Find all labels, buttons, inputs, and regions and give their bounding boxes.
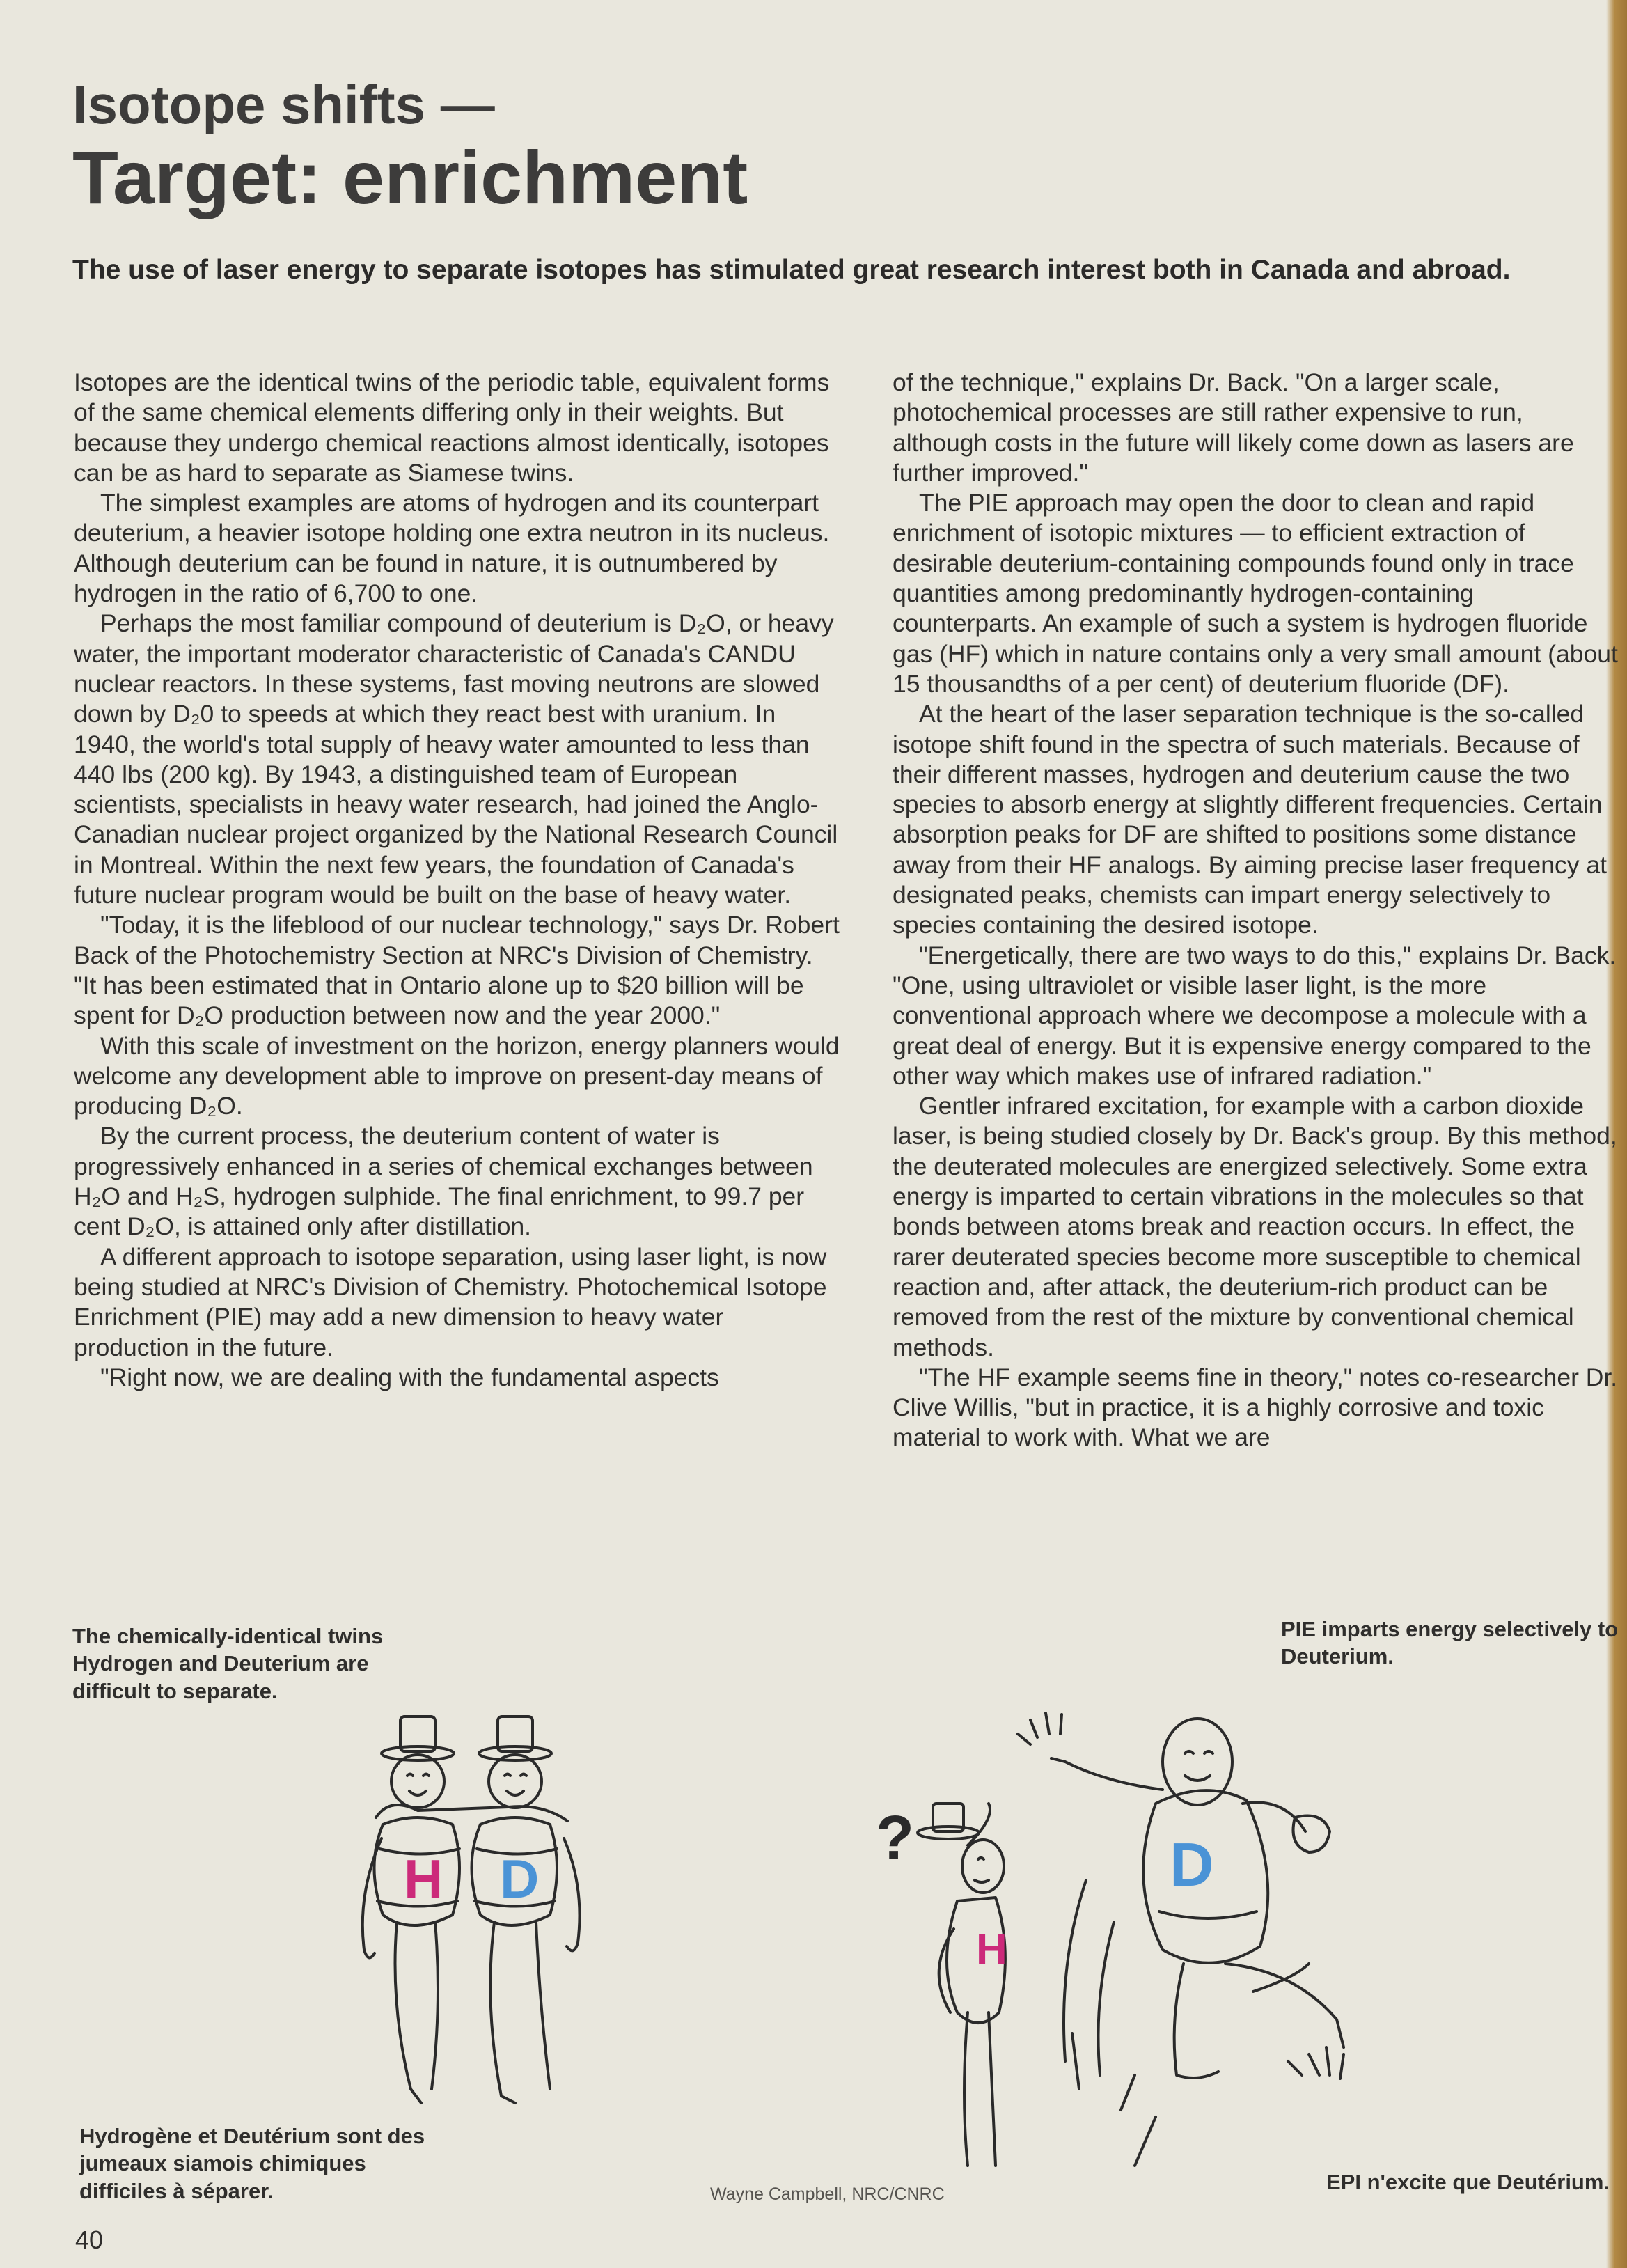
letter-d: D	[500, 1848, 540, 1909]
paragraph: At the heart of the laser separation technique is the so-called isotope shift found in the spectra of such materials. Because of their different masses, hydrogen and deuterium cause the two species to absorb energy at slightly different frequencies. Certain absorption peaks for DF are shifted to positions some distance away from their HF analogs. By aiming precise laser frequency at designated peaks, chemists can impart energy selectively to species containing the desired isotope.	[893, 700, 1607, 939]
twins-letters	[334, 1699, 627, 2131]
paragraph: By the current process, the deuterium content of water is progressively enhanced in a series of chemical exchanges between H₂O and H₂S, hydrogen sulphide. The final enrichment, to 99.7 per cent D₂O, is attained only after distillation.	[74, 1122, 813, 1241]
question-mark: ?	[876, 1804, 914, 1873]
paragraph: With this scale of investment on the horizon, energy planners would welcome any development able to improve on present-day means of producing D₂O.	[74, 1031, 840, 1120]
paragraph: "Today, it is the lifeblood of our nuclear technology," says Dr. Robert Back of the Photochemistry Section at NRC's Division of Chemistry. "It has been estimated that in Ontario alone up to $20 billion will be spent for D₂O production between now and the year 2000."	[74, 911, 840, 1030]
paragraph: The simplest examples are atoms of hydrogen and its counterpart deuterium, a heavier isotope holding one extra neutron in its nucleus. Although deuterium can be found in nature, it is outnumbered by hydrogen in the ratio of 6,700 to one.	[74, 489, 830, 608]
pie-letters	[863, 1699, 1392, 2187]
caption-twins-french: Hydrogène et Deutérium sont des jumeaux siamois chimiques difficiles à séparer.	[79, 2124, 425, 2203]
illustration-credit: Wayne Campbell, NRC/CNRC	[710, 2184, 945, 2204]
page-number: 40	[75, 2226, 104, 2254]
letter-h: H	[404, 1848, 443, 1909]
paragraph: Perhaps the most familiar compound of deuterium is D₂O, or heavy water, the important moderator characteristic of Canada's CANDU nuclear reactors. In these systems, fast moving neutrons are slowed down by D₂0 to speeds at which they react best with uranium. In 1940, the world's total supply of heavy water amounted to less than 440 lbs (200 kg). By 1943, a distinguished team of European scientists, specialists in heavy water research, had joined the Anglo-Canadian nuclear project organized by the National Research Council in Montreal. Within the next few years, the foundation of Canada's future nuclear program would be built on the base of heavy water.	[74, 609, 838, 909]
article-lede: The use of laser energy to separate isotopes has stimulated great research interest both in Canada and abroad.	[72, 255, 1511, 285]
right-column	[893, 368, 1620, 1453]
caption-pie-french: EPI n'excite que Deutérium.	[1326, 2170, 1610, 2194]
article-kicker: Isotope shifts —	[72, 74, 495, 135]
article-title: Target: enrichment	[72, 135, 748, 219]
paragraph: Isotopes are the identical twins of the periodic table, equivalent forms of the same chemical elements differing only in their weights. But because they undergo chemical reactions almost identically, isotopes can be as hard to separate as Siamese twins.	[74, 368, 830, 487]
left-column	[74, 368, 840, 1393]
paragraph: Gentler infrared excitation, for example with a carbon dioxide laser, is being studied closely by Dr. Back's group. By this method, the deuterated molecules are energized selectively. Some extra energy is imparted to certain vibrations in the molecules so that bonds between atoms break and reaction occurs. In effect, the rarer deuterated species become more susceptible to chemical reaction and, after attack, the deuterium-rich product can be removed from the rest of the mixture by conventional chemical methods.	[893, 1092, 1617, 1361]
paragraph: "The HF example seems fine in theory," notes co-researcher Dr. Clive Willis, "but in practice, it is a highly corrosive and toxic material to work with. What we are	[893, 1363, 1618, 1452]
paragraph: of the technique," explains Dr. Back. "On a larger scale, photochemical processes are still rather expensive to run, although costs in the future will likely come down as lasers are further improved."	[893, 368, 1574, 487]
paragraph: "Right now, we are dealing with the fundamental aspects	[100, 1363, 719, 1391]
caption-pie-english: PIE imparts energy selectively to Deuterium.	[1281, 1617, 1619, 1669]
caption-twins-english: The chemically-identical twins Hydrogen and Deuterium are difficult to separate.	[72, 1624, 384, 1703]
letter-h: H	[976, 1925, 1007, 1973]
paragraph: "Energetically, there are two ways to do this," explains Dr. Back. "One, using ultraviolet or visible laser light, is the more conventional approach where we decompose a molecule with a great deal of energy. But it is expensive energy compared to the other way which makes use of infrared radiation."	[893, 941, 1617, 1090]
letter-d: D	[1170, 1830, 1214, 1899]
paragraph: A different approach to isotope separation, using laser light, is now being studied at NRC's Division of Chemistry. Photochemical Isotope Enrichment (PIE) may add a new dimension to heavy water production in the future.	[74, 1242, 827, 1361]
paragraph: The PIE approach may open the door to clean and rapid enrichment of isotopic mixtures — to efficient extraction of desirable deuterium-containing compounds found only in trace quantities among predominantly hydrogen-containing counterparts. An example of such a system is hydrogen fluoride gas (HF) which in nature contains only a very small amount (about 15 thousandths of a per cent) of deuterium fluoride (DF).	[893, 489, 1618, 698]
